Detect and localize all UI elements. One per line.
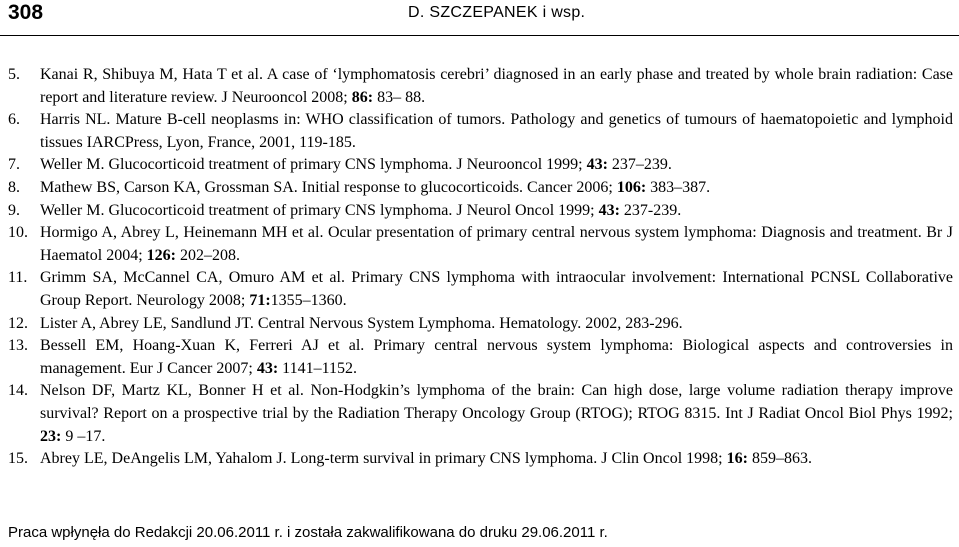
reference-segment: Mathew BS, Carson KA, Grossman SA. Initial response to glucocorticoids. Cancer 2006; — [40, 178, 617, 196]
reference-segment: 237–239. — [607, 156, 672, 174]
reference-volume: 106: — [616, 178, 647, 196]
submission-note: Praca wpłynęła do Redakcji 20.06.2011 r. i została zakwalifikowana do druku 29.06.2011 r. — [8, 524, 608, 541]
reference-segment: Bessell EM, Hoang-Xuan K, Ferreri AJ et al. Primary central nervous system lymphoma: Biological aspects and controversies in management. Eur J Cancer 2007; — [40, 337, 953, 377]
reference-text — [40, 448, 953, 471]
reference-text — [40, 109, 953, 154]
reference-volume: 23: — [40, 427, 62, 445]
reference-volume: 126: — [146, 246, 176, 264]
reference-text — [40, 154, 953, 177]
reference-item — [8, 335, 953, 380]
header-rule — [0, 35, 959, 36]
reference-text — [40, 267, 953, 312]
reference-segment: Weller M. Glucocorticoid treatment of primary CNS lymphoma. J Neurooncol 1999; — [40, 156, 587, 174]
reference-text — [40, 200, 953, 223]
reference-text — [40, 335, 953, 380]
reference-number: 7. — [8, 156, 20, 174]
reference-volume: 71: — [249, 291, 271, 309]
reference-number: 15. — [8, 450, 28, 468]
reference-text — [40, 64, 953, 109]
reference-volume: 16: — [726, 450, 748, 468]
reference-segment: 9 –17. — [61, 427, 106, 445]
running-head: D. SZCZEPANEK i wsp. — [408, 4, 586, 21]
reference-segment: 1141–1152. — [278, 359, 357, 377]
reference-item — [8, 200, 953, 223]
reference-segment: 202–208. — [175, 246, 240, 264]
reference-item — [8, 313, 953, 336]
reference-text — [40, 313, 953, 336]
reference-item — [8, 109, 953, 154]
reference-segment: Grimm SA, McCannel CA, Omuro AM et al. Primary CNS lymphoma with intraocular involvement: International PCNSL Collaborative Group Report. Neurology 2008; — [40, 269, 953, 309]
reference-segment: Hormigo A, Abrey L, Heinemann MH et al. Ocular presentation of primary central nervous system lymphoma: Diagnosis and treatment. Br J Haematol 2004; — [40, 224, 953, 264]
reference-text — [40, 380, 953, 448]
reference-number: 11. — [8, 269, 28, 287]
page-number: 308 — [8, 1, 44, 24]
reference-number: 12. — [8, 314, 28, 332]
reference-segment: 83– 88. — [373, 88, 426, 106]
reference-segment: Harris NL. Mature B-cell neoplasms in: WHO classification of tumors. Pathology and genetics of tumours of haematopoietic and lymphoid tissues IARCPress, Lyon, France, 2001, 119-185. — [40, 111, 953, 151]
reference-item — [8, 267, 953, 312]
page-header — [0, 0, 959, 40]
reference-text — [40, 177, 953, 200]
reference-item — [8, 380, 953, 448]
reference-item — [8, 177, 953, 200]
reference-number: 6. — [8, 111, 20, 129]
reference-item — [8, 222, 953, 267]
reference-number: 13. — [8, 337, 28, 355]
reference-item — [8, 64, 953, 109]
reference-segment: 859–863. — [747, 450, 812, 468]
reference-segment: Abrey LE, DeAngelis LM, Yahalom J. Long-term survival in primary CNS lymphoma. J Clin Oncol 1998; — [40, 450, 727, 468]
reference-number: 10. — [8, 224, 28, 242]
reference-number: 5. — [8, 66, 20, 83]
reference-number: 9. — [8, 201, 20, 219]
reference-volume: 43: — [598, 201, 620, 219]
reference-number: 8. — [8, 178, 20, 196]
reference-list — [8, 64, 953, 471]
reference-segment: Lister A, Abrey LE, Sandlund JT. Central Nervous System Lymphoma. Hematology. 2002, 283-296. — [40, 314, 683, 332]
reference-segment: Weller M. Glucocorticoid treatment of primary CNS lymphoma. J Neurol Oncol 1999; — [40, 201, 599, 219]
reference-segment: 383–387. — [646, 178, 711, 196]
reference-item — [8, 154, 953, 177]
reference-volume: 43: — [256, 359, 279, 377]
reference-segment: Nelson DF, Martz KL, Bonner H et al. Non-Hodgkin’s lymphoma of the brain: Can high dose, large volume radiation therapy improve survival? Report on a prospective trial by the Radiation Therapy Oncology Group (RTOG); RTOG 8315. Int J Radiat Oncol Biol Phys 1992; — [40, 382, 953, 422]
reference-segment: 237-239. — [619, 201, 682, 219]
reference-item — [8, 448, 953, 471]
reference-number: 14. — [8, 382, 28, 400]
reference-segment: 1355–1360. — [270, 291, 347, 309]
reference-segment: Kanai R, Shibuya M, Hata T et al. A case of ‘lymphomatosis cerebri’ diagnosed in an early phase and treated by whole brain radiation: Case report and literature review. J Neurooncol 2008; — [40, 66, 953, 106]
reference-volume: 86: — [351, 88, 374, 106]
reference-text — [40, 222, 953, 267]
reference-volume: 43: — [586, 156, 608, 174]
